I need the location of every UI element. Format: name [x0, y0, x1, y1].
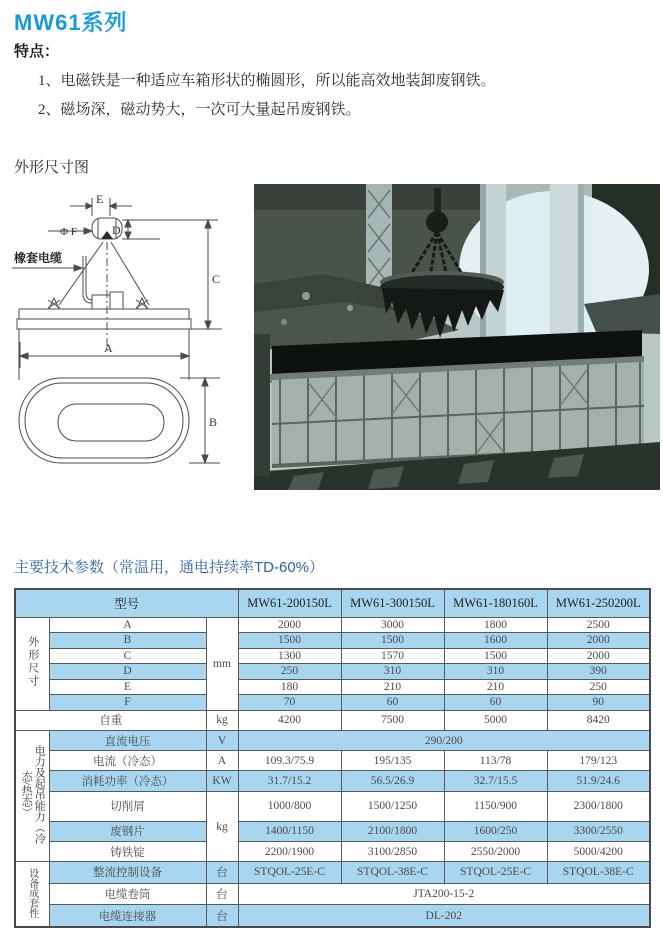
features-heading: 特点：	[14, 43, 60, 60]
value-cell: 210	[444, 679, 547, 695]
features-section	[14, 40, 644, 119]
param-name-cell: 整流控制设备	[49, 862, 206, 883]
dim-label-e: E	[96, 192, 104, 206]
dimension-diagram	[12, 192, 244, 502]
table-row	[15, 841, 650, 861]
unit-cell: V	[206, 730, 238, 750]
unit-cell: 台	[206, 883, 238, 904]
dim-label-a: A	[104, 341, 113, 355]
table-row	[15, 664, 650, 680]
value-cell: 1500	[238, 633, 341, 649]
value-cell: 195/135	[341, 751, 444, 771]
unit-cell: kg	[206, 710, 238, 730]
value-cell: STQOL-25E-C	[238, 862, 341, 883]
param-name-cell: 直流电压	[49, 730, 206, 750]
param-name-cell: 消耗功率（冷态）	[49, 771, 206, 791]
value-cell: 2000	[547, 648, 650, 664]
value-cell: 180	[238, 679, 341, 695]
model-cell: MW61-250200L	[547, 589, 650, 617]
param-name-cell: 电缆卷筒	[49, 883, 206, 904]
value-cell: 2000	[547, 633, 650, 649]
feature-item: 2、磁场深，磁动势大，一次可大量起吊废钢铁。	[38, 102, 361, 118]
param-name-cell: A	[49, 617, 206, 633]
value-cell: 8420	[547, 710, 650, 730]
value-cell: 310	[444, 664, 547, 680]
value-cell: 56.5/26.9	[341, 771, 444, 791]
table-row	[15, 771, 650, 791]
value-cell: 1150/900	[444, 791, 547, 821]
param-name-cell: C	[49, 648, 206, 664]
param-name-cell: F	[49, 695, 206, 711]
unit-cell: 台	[206, 862, 238, 883]
value-cell: 60	[444, 695, 547, 711]
unit-cell: A	[206, 751, 238, 771]
cable-label: 橡套电缆	[14, 251, 63, 265]
diagram-heading: 外形尺寸图	[14, 159, 90, 176]
product-photo	[254, 184, 660, 490]
value-cell: DL-202	[238, 905, 650, 927]
value-cell: 7500	[341, 710, 444, 730]
value-cell: 109.3/75.9	[238, 751, 341, 771]
value-cell: 31.7/15.2	[238, 771, 341, 791]
param-name-cell: E	[49, 679, 206, 695]
table-row	[15, 905, 650, 927]
page-title: MW61系列	[14, 10, 128, 35]
value-cell: 3000	[341, 617, 444, 633]
value-cell: 3100/2850	[341, 841, 444, 861]
table-row	[15, 617, 650, 633]
table-row	[15, 791, 650, 821]
value-cell: 60	[341, 695, 444, 711]
value-cell: 290/200	[238, 730, 650, 750]
table-header-row	[15, 589, 650, 617]
value-cell: 2200/1900	[238, 841, 341, 861]
value-cell: 4200	[238, 710, 341, 730]
dim-label-d: D	[112, 223, 121, 237]
param-name-cell: 电缆连接器	[49, 905, 206, 927]
param-name-cell: 切削屑	[49, 791, 206, 821]
feature-item: 1、电磁铁是一种适应车箱形状的椭圆形，所以能高效地装卸废钢铁。	[38, 73, 496, 89]
value-cell: 1570	[341, 648, 444, 664]
param-name-cell: 自重	[15, 710, 206, 730]
value-cell: 390	[547, 664, 650, 680]
value-cell: 113/78	[444, 751, 547, 771]
table-row	[15, 883, 650, 904]
table-row	[15, 679, 650, 695]
value-cell: JTA200-15-2	[238, 883, 650, 904]
table-row	[15, 862, 650, 883]
unit-cell: kg	[206, 791, 238, 861]
unit-cell: KW	[206, 771, 238, 791]
value-cell: 1300	[238, 648, 341, 664]
group-cell: 设备成套性	[15, 862, 49, 927]
param-name-cell: 铸铁锭	[49, 841, 206, 861]
table-row	[15, 730, 650, 750]
param-name-cell: D	[49, 664, 206, 680]
value-cell: 70	[238, 695, 341, 711]
params-table	[14, 588, 651, 928]
value-cell: STQOL-25E-C	[444, 862, 547, 883]
group-cell: 外形尺寸	[15, 617, 49, 710]
value-cell: 310	[341, 664, 444, 680]
table-row	[15, 821, 650, 841]
value-cell: 1500	[341, 633, 444, 649]
value-cell: STQOL-38E-C	[341, 862, 444, 883]
group-cell: 电力及起吊能力（冷态/热态）	[15, 730, 49, 861]
value-cell: 1400/1150	[238, 821, 341, 841]
value-cell: 250	[238, 664, 341, 680]
value-cell: 2500	[547, 617, 650, 633]
value-cell: 32.7/15.5	[444, 771, 547, 791]
value-cell: 1500/1250	[341, 791, 444, 821]
param-name-cell: 废钢片	[49, 821, 206, 841]
param-name-cell: 电流（冷态）	[49, 751, 206, 771]
table-row	[15, 695, 650, 711]
value-cell: 5000	[444, 710, 547, 730]
dim-label-c: C	[212, 272, 221, 286]
value-cell: 3300/2550	[547, 821, 650, 841]
value-cell: 90	[547, 695, 650, 711]
value-cell: 2000	[238, 617, 341, 633]
dim-label-b: B	[209, 415, 218, 429]
dim-label-phi-f: Φ F	[60, 226, 77, 238]
value-cell: 2100/1800	[341, 821, 444, 841]
value-cell: 5000/4200	[547, 841, 650, 861]
value-cell: STQOL-38E-C	[547, 862, 650, 883]
model-cell: MW61-180160L	[444, 589, 547, 617]
model-cell: MW61-300150L	[341, 589, 444, 617]
value-cell: 250	[547, 679, 650, 695]
value-cell: 1800	[444, 617, 547, 633]
value-cell: 179/123	[547, 751, 650, 771]
value-cell: 1500	[444, 648, 547, 664]
table-row	[15, 710, 650, 730]
unit-cell: 台	[206, 905, 238, 927]
value-cell: 1600/250	[444, 821, 547, 841]
table-row	[15, 751, 650, 771]
table-row	[15, 648, 650, 664]
table-row	[15, 633, 650, 649]
value-cell: 51.9/24.6	[547, 771, 650, 791]
model-cell: MW61-200150L	[238, 589, 341, 617]
unit-cell: mm	[206, 617, 238, 710]
param-name-cell: B	[49, 633, 206, 649]
value-cell: 1000/800	[238, 791, 341, 821]
value-cell: 2550/2000	[444, 841, 547, 861]
value-cell: 2300/1800	[547, 791, 650, 821]
value-cell: 210	[341, 679, 444, 695]
params-heading: 主要技术参数（常温用，通电持续率TD-60%）	[14, 559, 325, 576]
model-label-cell: 型号	[15, 589, 238, 617]
value-cell: 1600	[444, 633, 547, 649]
